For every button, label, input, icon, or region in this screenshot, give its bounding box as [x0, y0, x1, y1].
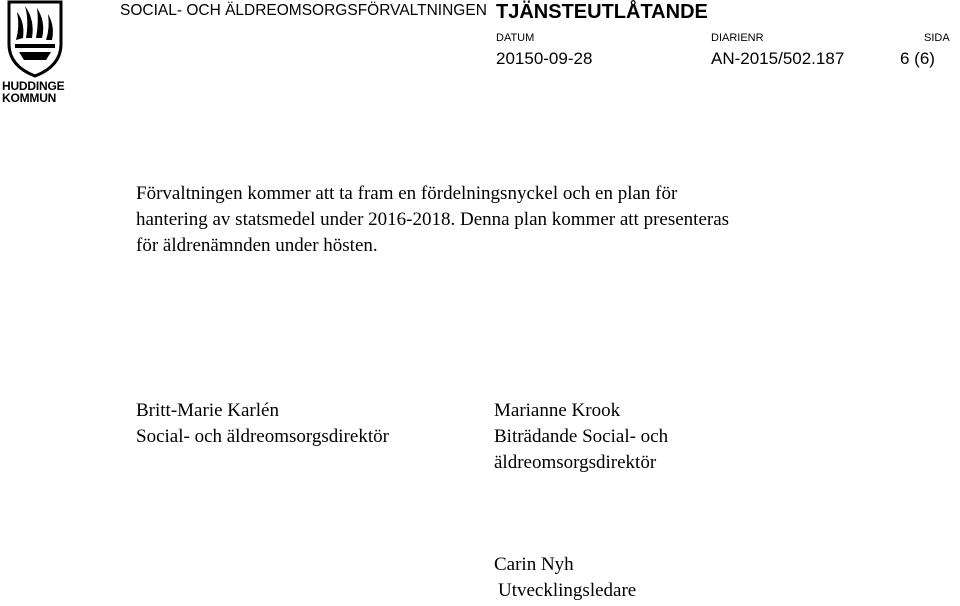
body-line-1: Förvaltningen kommer att ta fram en fördelningsnyckel och en plan för — [136, 183, 678, 204]
signature-right-title-line1: Biträdande Social- och — [494, 426, 669, 447]
body-line-2: hantering av statsmedel under 2016-2018. Denna plan kommer att presenteras — [136, 209, 730, 230]
body-paragraph — [136, 181, 856, 259]
signature-left-name: Britt-Marie Karlén — [136, 400, 279, 421]
diary-value: AN-2015/502.187 — [711, 49, 845, 68]
municipality-logo — [0, 0, 72, 108]
signature-left-title: Social- och äldreomsorgsdirektör — [136, 426, 389, 447]
page-value: 6 (6) — [900, 49, 935, 68]
signature-left — [136, 398, 389, 450]
signature-third — [494, 552, 636, 604]
date-label: DATUM — [496, 32, 535, 44]
body-line-3: för äldrenämnden under hösten. — [136, 235, 378, 256]
diary-label: DIARIENR — [711, 32, 764, 44]
logo-text-line2: KOMMUN — [2, 91, 57, 105]
logo-text-line1: HUDDINGE — [2, 79, 65, 93]
signature-right — [494, 398, 668, 476]
date-value: 20150-09-28 — [496, 49, 593, 68]
document-type: TJÄNSTEUTLÅTANDE — [496, 1, 708, 23]
department-name: SOCIAL- OCH ÄLDREOMSORGSFÖRVALTNINGEN — [120, 2, 487, 19]
signature-right-name: Marianne Krook — [494, 400, 621, 421]
page-label: SIDA — [924, 32, 950, 44]
coat-of-arms-icon — [6, 0, 64, 78]
signature-third-title: Utvecklingsledare — [498, 580, 637, 601]
signature-third-name: Carin Nyh — [494, 554, 574, 575]
signature-right-title-line2: äldreomsorgsdirektör — [494, 452, 657, 473]
